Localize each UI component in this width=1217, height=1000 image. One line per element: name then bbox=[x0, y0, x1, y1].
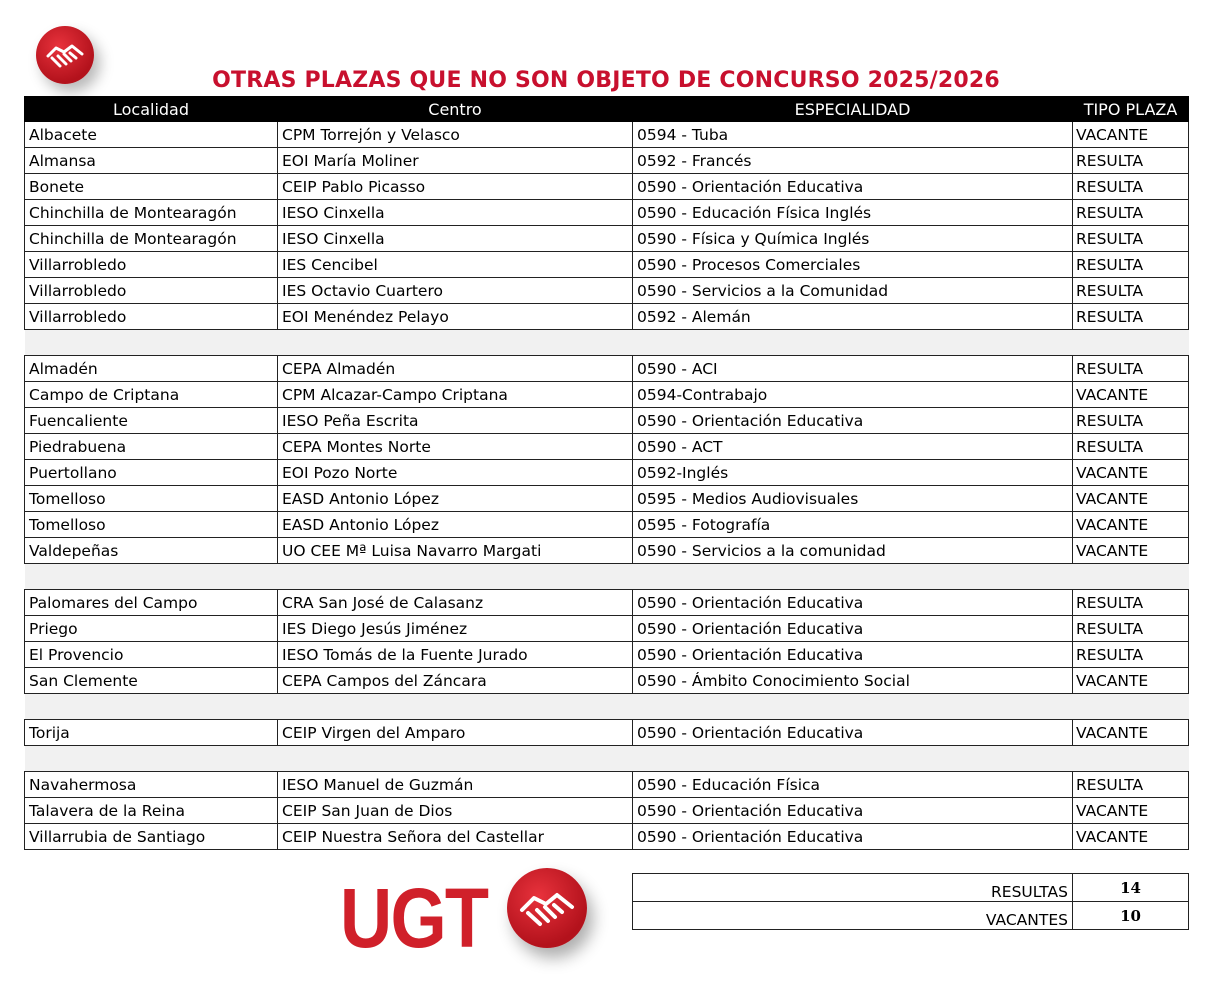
cell-tipo-plaza: RESULTA bbox=[1073, 434, 1189, 460]
table-row bbox=[25, 122, 1189, 148]
cell-centro: CEIP Pablo Picasso bbox=[278, 174, 633, 200]
cell-tipo-plaza: RESULTA bbox=[1073, 200, 1189, 226]
cell-tipo-plaza: VACANTE bbox=[1073, 382, 1189, 408]
separator-cell bbox=[278, 694, 633, 720]
cell-centro: IESO Cinxella bbox=[278, 226, 633, 252]
cell-localidad: Tomelloso bbox=[25, 486, 278, 512]
table-row bbox=[25, 616, 1189, 642]
table-row bbox=[25, 668, 1189, 694]
group-separator bbox=[25, 564, 1189, 590]
summary-value: 14 bbox=[1073, 874, 1189, 902]
cell-especialidad: 0590 - Servicios a la comunidad bbox=[633, 538, 1073, 564]
cell-especialidad: 0594 - Tuba bbox=[633, 122, 1073, 148]
cell-tipo-plaza: RESULTA bbox=[1073, 616, 1189, 642]
cell-tipo-plaza: RESULTA bbox=[1073, 226, 1189, 252]
group-separator bbox=[25, 330, 1189, 356]
cell-especialidad: 0590 - Educación Física Inglés bbox=[633, 200, 1073, 226]
cell-tipo-plaza: RESULTA bbox=[1073, 252, 1189, 278]
cell-localidad: Navahermosa bbox=[25, 772, 278, 798]
cell-especialidad: 0592 - Alemán bbox=[633, 304, 1073, 330]
ugt-logo-text: UGT bbox=[340, 871, 488, 965]
table-row bbox=[25, 590, 1189, 616]
cell-localidad: Chinchilla de Montearagón bbox=[25, 226, 278, 252]
table-row bbox=[25, 382, 1189, 408]
cell-tipo-plaza: VACANTE bbox=[1073, 486, 1189, 512]
cell-localidad: Albacete bbox=[25, 122, 278, 148]
cell-tipo-plaza: VACANTE bbox=[1073, 512, 1189, 538]
summary-table bbox=[632, 873, 1189, 930]
header-tipo-plaza: TIPO PLAZA bbox=[1073, 97, 1189, 122]
cell-tipo-plaza: RESULTA bbox=[1073, 642, 1189, 668]
cell-localidad: San Clemente bbox=[25, 668, 278, 694]
table-row bbox=[25, 642, 1189, 668]
summary-label: VACANTES bbox=[633, 902, 1073, 930]
page-title: OTRAS PLAZAS QUE NO SON OBJETO DE CONCURSO 2025/2026 bbox=[212, 68, 1000, 93]
cell-centro: CPM Alcazar-Campo Criptana bbox=[278, 382, 633, 408]
table-row bbox=[25, 278, 1189, 304]
cell-centro: CPM Torrejón y Velasco bbox=[278, 122, 633, 148]
cell-localidad: Almadén bbox=[25, 356, 278, 382]
separator-cell bbox=[25, 564, 278, 590]
cell-tipo-plaza: RESULTA bbox=[1073, 174, 1189, 200]
header-especialidad: ESPECIALIDAD bbox=[633, 97, 1073, 122]
cell-tipo-plaza: VACANTE bbox=[1073, 460, 1189, 486]
cell-localidad: Piedrabuena bbox=[25, 434, 278, 460]
table-header-row bbox=[25, 97, 1189, 122]
cell-tipo-plaza: RESULTA bbox=[1073, 590, 1189, 616]
cell-centro: EOI Menéndez Pelayo bbox=[278, 304, 633, 330]
separator-cell bbox=[25, 330, 278, 356]
cell-especialidad: 0590 - Servicios a la Comunidad bbox=[633, 278, 1073, 304]
cell-localidad: Bonete bbox=[25, 174, 278, 200]
cell-centro: IESO Manuel de Guzmán bbox=[278, 772, 633, 798]
table-row bbox=[25, 356, 1189, 382]
cell-especialidad: 0590 - Orientación Educativa bbox=[633, 642, 1073, 668]
table-body bbox=[25, 122, 1189, 850]
separator-cell bbox=[278, 746, 633, 772]
separator-cell bbox=[1073, 694, 1189, 720]
cell-centro: IES Octavio Cuartero bbox=[278, 278, 633, 304]
cell-especialidad: 0590 - Orientación Educativa bbox=[633, 616, 1073, 642]
cell-centro: CEIP Virgen del Amparo bbox=[278, 720, 633, 746]
cell-especialidad: 0590 - Orientación Educativa bbox=[633, 798, 1073, 824]
cell-tipo-plaza: VACANTE bbox=[1073, 720, 1189, 746]
table-row bbox=[25, 252, 1189, 278]
table-row bbox=[25, 824, 1189, 850]
cell-tipo-plaza: VACANTE bbox=[1073, 122, 1189, 148]
table-row bbox=[25, 512, 1189, 538]
cell-localidad: Puertollano bbox=[25, 460, 278, 486]
cell-localidad: Valdepeñas bbox=[25, 538, 278, 564]
cell-localidad: Fuencaliente bbox=[25, 408, 278, 434]
cell-localidad: Campo de Criptana bbox=[25, 382, 278, 408]
cell-localidad: Tomelloso bbox=[25, 512, 278, 538]
table-row bbox=[25, 148, 1189, 174]
separator-cell bbox=[278, 330, 633, 356]
separator-cell bbox=[278, 564, 633, 590]
cell-centro: CEPA Montes Norte bbox=[278, 434, 633, 460]
cell-centro: IESO Peña Escrita bbox=[278, 408, 633, 434]
table-row bbox=[25, 408, 1189, 434]
summary-row-resultas bbox=[633, 874, 1189, 902]
cell-localidad: Chinchilla de Montearagón bbox=[25, 200, 278, 226]
table-row bbox=[25, 798, 1189, 824]
cell-especialidad: 0590 - Orientación Educativa bbox=[633, 720, 1073, 746]
cell-localidad: Villarrobledo bbox=[25, 278, 278, 304]
cell-especialidad: 0590 - Orientación Educativa bbox=[633, 824, 1073, 850]
cell-localidad: Villarrobledo bbox=[25, 252, 278, 278]
cell-centro: EOI María Moliner bbox=[278, 148, 633, 174]
table-row bbox=[25, 720, 1189, 746]
separator-cell bbox=[25, 746, 278, 772]
group-separator bbox=[25, 694, 1189, 720]
cell-localidad: El Provencio bbox=[25, 642, 278, 668]
cell-especialidad: 0590 - Educación Física bbox=[633, 772, 1073, 798]
summary-label: RESULTAS bbox=[633, 874, 1073, 902]
table-row bbox=[25, 434, 1189, 460]
cell-tipo-plaza: RESULTA bbox=[1073, 278, 1189, 304]
separator-cell bbox=[25, 694, 278, 720]
cell-especialidad: 0595 - Fotografía bbox=[633, 512, 1073, 538]
cell-especialidad: 0595 - Medios Audiovisuales bbox=[633, 486, 1073, 512]
cell-especialidad: 0590 - Orientación Educativa bbox=[633, 174, 1073, 200]
ugt-logo bbox=[340, 864, 590, 965]
table-row bbox=[25, 200, 1189, 226]
cell-localidad: Villarrobledo bbox=[25, 304, 278, 330]
header-localidad: Localidad bbox=[25, 97, 278, 122]
cell-tipo-plaza: VACANTE bbox=[1073, 668, 1189, 694]
cell-centro: IESO Cinxella bbox=[278, 200, 633, 226]
cell-centro: CEIP Nuestra Señora del Castellar bbox=[278, 824, 633, 850]
cell-especialidad: 0590 - Procesos Comerciales bbox=[633, 252, 1073, 278]
table-row bbox=[25, 460, 1189, 486]
separator-cell bbox=[1073, 330, 1189, 356]
table-row bbox=[25, 538, 1189, 564]
cell-localidad: Villarrubia de Santiago bbox=[25, 824, 278, 850]
separator-cell bbox=[633, 330, 1073, 356]
separator-cell bbox=[633, 694, 1073, 720]
table-row bbox=[25, 304, 1189, 330]
table-row bbox=[25, 226, 1189, 252]
cell-tipo-plaza: RESULTA bbox=[1073, 408, 1189, 434]
table-row bbox=[25, 772, 1189, 798]
cell-especialidad: 0590 - ACI bbox=[633, 356, 1073, 382]
cell-especialidad: 0590 - ACT bbox=[633, 434, 1073, 460]
cell-tipo-plaza: RESULTA bbox=[1073, 148, 1189, 174]
plazas-table bbox=[24, 96, 1189, 850]
cell-localidad: Almansa bbox=[25, 148, 278, 174]
cell-centro: EASD Antonio López bbox=[278, 486, 633, 512]
cell-localidad: Talavera de la Reina bbox=[25, 798, 278, 824]
cell-centro: EASD Antonio López bbox=[278, 512, 633, 538]
cell-tipo-plaza: VACANTE bbox=[1073, 798, 1189, 824]
cell-especialidad: 0590 - Ámbito Conocimiento Social bbox=[633, 668, 1073, 694]
cell-tipo-plaza: RESULTA bbox=[1073, 356, 1189, 382]
separator-cell bbox=[633, 746, 1073, 772]
cell-especialidad: 0590 - Orientación Educativa bbox=[633, 408, 1073, 434]
cell-centro: CEPA Almadén bbox=[278, 356, 633, 382]
group-separator bbox=[25, 746, 1189, 772]
table-row bbox=[25, 174, 1189, 200]
ugt-logo-circle bbox=[507, 868, 587, 948]
cell-centro: CEPA Campos del Záncara bbox=[278, 668, 633, 694]
separator-cell bbox=[633, 564, 1073, 590]
cell-localidad: Palomares del Campo bbox=[25, 590, 278, 616]
separator-cell bbox=[1073, 746, 1189, 772]
cell-especialidad: 0592 - Francés bbox=[633, 148, 1073, 174]
cell-especialidad: 0590 - Física y Química Inglés bbox=[633, 226, 1073, 252]
handshake-icon bbox=[507, 868, 587, 948]
cell-centro: UO CEE Mª Luisa Navarro Margati bbox=[278, 538, 633, 564]
cell-localidad: Priego bbox=[25, 616, 278, 642]
cell-tipo-plaza: RESULTA bbox=[1073, 772, 1189, 798]
cell-localidad: Torija bbox=[25, 720, 278, 746]
cell-especialidad: 0592-Inglés bbox=[633, 460, 1073, 486]
separator-cell bbox=[1073, 564, 1189, 590]
cell-tipo-plaza: VACANTE bbox=[1073, 824, 1189, 850]
cell-tipo-plaza: RESULTA bbox=[1073, 304, 1189, 330]
cell-centro: CEIP San Juan de Dios bbox=[278, 798, 633, 824]
cell-tipo-plaza: VACANTE bbox=[1073, 538, 1189, 564]
header-centro: Centro bbox=[278, 97, 633, 122]
cell-especialidad: 0594-Contrabajo bbox=[633, 382, 1073, 408]
summary-row-vacantes bbox=[633, 902, 1189, 930]
cell-centro: CRA San José de Calasanz bbox=[278, 590, 633, 616]
cell-centro: EOI Pozo Norte bbox=[278, 460, 633, 486]
summary-value: 10 bbox=[1073, 902, 1189, 930]
cell-especialidad: 0590 - Orientación Educativa bbox=[633, 590, 1073, 616]
cell-centro: IESO Tomás de la Fuente Jurado bbox=[278, 642, 633, 668]
cell-centro: IES Cencibel bbox=[278, 252, 633, 278]
cell-centro: IES Diego Jesús Jiménez bbox=[278, 616, 633, 642]
table-row bbox=[25, 486, 1189, 512]
